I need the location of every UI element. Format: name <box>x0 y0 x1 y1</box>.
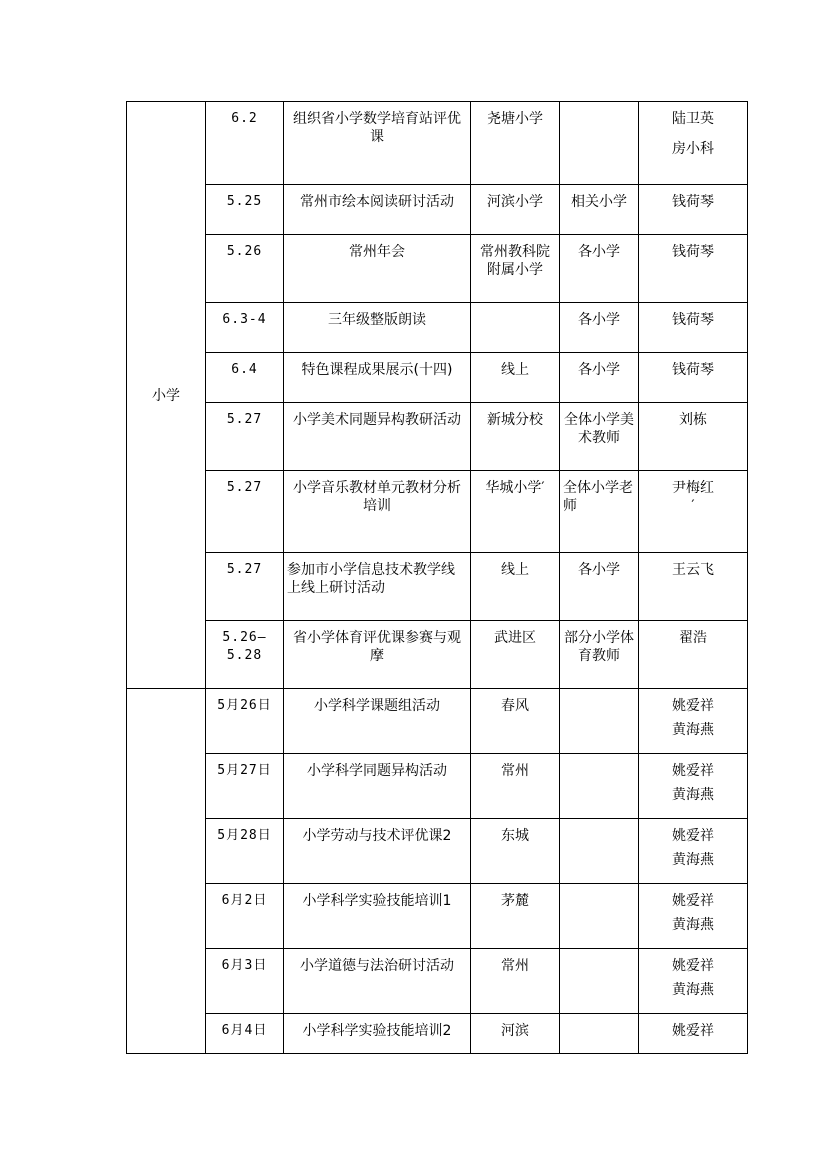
location-text: 新城分校 <box>487 412 543 428</box>
participants-cell <box>560 553 639 621</box>
location-cell <box>471 102 560 185</box>
participants-cell <box>560 102 639 185</box>
location-text: 茅麓 <box>501 893 529 909</box>
person-name: 姚爱祥 <box>672 958 714 974</box>
person-cell <box>639 689 748 754</box>
table-row <box>127 353 748 403</box>
location-text: 线上 <box>501 362 529 378</box>
activity-cell <box>284 949 471 1014</box>
activity-cell <box>284 185 471 235</box>
activity-cell <box>284 819 471 884</box>
person-cell <box>639 949 748 1014</box>
date-cell <box>206 553 284 621</box>
participants-text <box>560 754 638 762</box>
person-name: 房小科 <box>672 141 714 157</box>
activity-text: 常州市绘本阅读研讨活动 <box>300 194 454 210</box>
participants-text <box>560 949 638 957</box>
date-cell <box>206 353 284 403</box>
activity-text: 组织省小学数学培育站评优课 <box>293 111 461 145</box>
table-row <box>127 949 748 1014</box>
location-text: 河滨小学 <box>487 194 543 210</box>
location-cell <box>471 1014 560 1054</box>
person-name: 王云飞 <box>672 562 714 578</box>
person-name: 钱荷琴 <box>672 312 714 328</box>
activity-text: 小学科学实验技能培训2 <box>302 1023 452 1039</box>
table-row <box>127 884 748 949</box>
category-cell-empty <box>127 689 206 1054</box>
location-cell <box>471 303 560 353</box>
date-cell <box>206 471 284 553</box>
table-row <box>127 819 748 884</box>
activity-text: 常州年会 <box>349 244 405 260</box>
person-name: 钱荷琴 <box>672 362 714 378</box>
location-cell <box>471 949 560 1014</box>
person-name: 刘栋 <box>679 412 707 428</box>
activity-text: 小学科学同题异构活动 <box>307 763 447 779</box>
activity-cell <box>284 235 471 303</box>
participants-text: 部分小学体育教师 <box>564 630 634 664</box>
participants-cell <box>560 819 639 884</box>
participants-text: 全体小学老师 <box>563 480 633 514</box>
person-name: 姚爱祥 <box>672 698 714 714</box>
person-cell <box>639 185 748 235</box>
date-cell <box>206 949 284 1014</box>
activity-text: 小学科学课题组活动 <box>314 698 440 714</box>
location-text: 春风 <box>501 698 529 714</box>
activity-cell <box>284 689 471 754</box>
location-text: 尧塘小学 <box>487 111 543 127</box>
date-text: 6.4 <box>231 362 258 377</box>
date-cell <box>206 235 284 303</box>
table-row <box>127 102 748 185</box>
person-name: 黄海燕 <box>672 787 714 803</box>
participants-cell <box>560 621 639 689</box>
person-name: 钱荷琴 <box>672 244 714 260</box>
participants-text <box>560 819 638 827</box>
participants-text: 全体小学美术教师 <box>564 412 634 446</box>
participants-cell <box>560 353 639 403</box>
date-cell <box>206 403 284 471</box>
participants-cell <box>560 235 639 303</box>
activity-text: 小学科学实验技能培训1 <box>302 893 452 909</box>
participants-cell <box>560 949 639 1014</box>
category-label: 小学 <box>152 388 180 404</box>
table-row <box>127 403 748 471</box>
person-name: 尹梅红 <box>672 480 714 496</box>
table-row <box>127 235 748 303</box>
date-cell <box>206 303 284 353</box>
date-text: 6月2日 <box>221 893 268 908</box>
person-cell <box>639 621 748 689</box>
participants-text: 各小学 <box>578 244 620 260</box>
activity-cell <box>284 553 471 621</box>
location-cell <box>471 819 560 884</box>
location-text: 河滨 <box>501 1023 529 1039</box>
person-cell <box>639 471 748 553</box>
location-text: 常州教科院附属小学 <box>480 244 550 278</box>
person-cell <box>639 303 748 353</box>
date-text: 5.26—5.28 <box>222 630 267 663</box>
date-cell <box>206 1014 284 1054</box>
location-text: 武进区 <box>494 630 536 646</box>
person-name: 黄海燕 <box>672 722 714 738</box>
person-cell <box>639 754 748 819</box>
participants-text <box>560 884 638 892</box>
date-text: 5月26日 <box>217 698 272 713</box>
category-cell <box>127 102 206 689</box>
participants-cell <box>560 185 639 235</box>
activity-cell <box>284 1014 471 1054</box>
activity-cell <box>284 353 471 403</box>
participants-cell <box>560 754 639 819</box>
location-cell <box>471 403 560 471</box>
date-text: 5.27 <box>226 562 263 577</box>
location-cell <box>471 471 560 553</box>
date-text: 5月27日 <box>217 763 272 778</box>
location-cell <box>471 754 560 819</box>
participants-cell <box>560 1014 639 1054</box>
date-text: 5.26 <box>226 244 263 259</box>
person-name: ′ <box>691 498 695 514</box>
person-name: 钱荷琴 <box>672 194 714 210</box>
participants-cell <box>560 303 639 353</box>
participants-text <box>560 1014 638 1022</box>
table-row <box>127 303 748 353</box>
person-cell <box>639 353 748 403</box>
table-row <box>127 689 748 754</box>
activity-cell <box>284 754 471 819</box>
table-row <box>127 553 748 621</box>
activity-text: 三年级整版朗读 <box>328 312 426 328</box>
location-text <box>471 303 559 311</box>
participants-text: 各小学 <box>578 362 620 378</box>
date-cell <box>206 102 284 185</box>
activity-text: 小学劳动与技术评优课2 <box>302 828 452 844</box>
location-cell <box>471 621 560 689</box>
participants-text: 相关小学 <box>571 194 627 210</box>
location-text: 东城 <box>501 828 529 844</box>
activity-text: 参加市小学信息技术教学线上线上研讨活动 <box>287 562 455 596</box>
activity-cell <box>284 303 471 353</box>
schedule-table <box>126 101 748 1054</box>
activity-text: 省小学体育评优课参赛与观摩 <box>293 630 461 664</box>
activity-cell <box>284 621 471 689</box>
participants-cell <box>560 884 639 949</box>
table-row <box>127 1014 748 1054</box>
location-cell <box>471 884 560 949</box>
table-row <box>127 621 748 689</box>
person-name: 黄海燕 <box>672 982 714 998</box>
location-cell <box>471 553 560 621</box>
activity-cell <box>284 471 471 553</box>
location-text: 线上 <box>501 562 529 578</box>
person-cell <box>639 1014 748 1054</box>
participants-cell <box>560 689 639 754</box>
person-cell <box>639 884 748 949</box>
date-cell <box>206 884 284 949</box>
person-name: 黄海燕 <box>672 852 714 868</box>
person-cell <box>639 553 748 621</box>
person-name: 姚爱祥 <box>672 828 714 844</box>
location-cell <box>471 185 560 235</box>
date-text: 6月3日 <box>221 958 268 973</box>
location-text: 常州 <box>501 958 529 974</box>
person-cell <box>639 102 748 185</box>
date-cell <box>206 621 284 689</box>
person-name: 黄海燕 <box>672 917 714 933</box>
person-cell <box>639 819 748 884</box>
participants-text <box>560 689 638 697</box>
location-cell <box>471 353 560 403</box>
date-cell <box>206 185 284 235</box>
activity-text: 小学音乐教材单元教材分析培训 <box>293 480 461 514</box>
person-cell <box>639 235 748 303</box>
participants-text: 各小学 <box>578 312 620 328</box>
table-row <box>127 754 748 819</box>
participants-cell <box>560 471 639 553</box>
person-name: 姚爱祥 <box>672 1023 714 1039</box>
participants-cell <box>560 403 639 471</box>
date-text: 5.25 <box>226 194 263 209</box>
participants-text <box>560 102 638 110</box>
participants-text: 各小学 <box>578 562 620 578</box>
date-cell <box>206 689 284 754</box>
location-text: 常州 <box>501 763 529 779</box>
location-text: 华城小学′ <box>485 480 545 496</box>
date-text: 5.27 <box>226 480 263 495</box>
date-cell <box>206 754 284 819</box>
person-name: 姚爱祥 <box>672 893 714 909</box>
activity-text: 小学道德与法治研讨活动 <box>300 958 454 974</box>
date-text: 5月28日 <box>217 828 272 843</box>
activity-cell <box>284 884 471 949</box>
activity-cell <box>284 102 471 185</box>
table-row <box>127 185 748 235</box>
activity-text: 小学美术同题异构教研活动 <box>293 412 461 428</box>
table-row <box>127 471 748 553</box>
person-name: 陆卫英 <box>672 111 714 127</box>
person-cell <box>639 403 748 471</box>
date-cell <box>206 819 284 884</box>
date-text: 5.27 <box>226 412 263 427</box>
activity-text: 特色课程成果展示(十四) <box>301 362 453 378</box>
activity-cell <box>284 403 471 471</box>
date-text: 6.2 <box>231 111 258 126</box>
location-cell <box>471 235 560 303</box>
person-name: 姚爱祥 <box>672 763 714 779</box>
location-cell <box>471 689 560 754</box>
person-name: 翟浩 <box>679 630 707 646</box>
date-text: 6.3-4 <box>222 312 267 327</box>
date-text: 6月4日 <box>221 1023 268 1038</box>
